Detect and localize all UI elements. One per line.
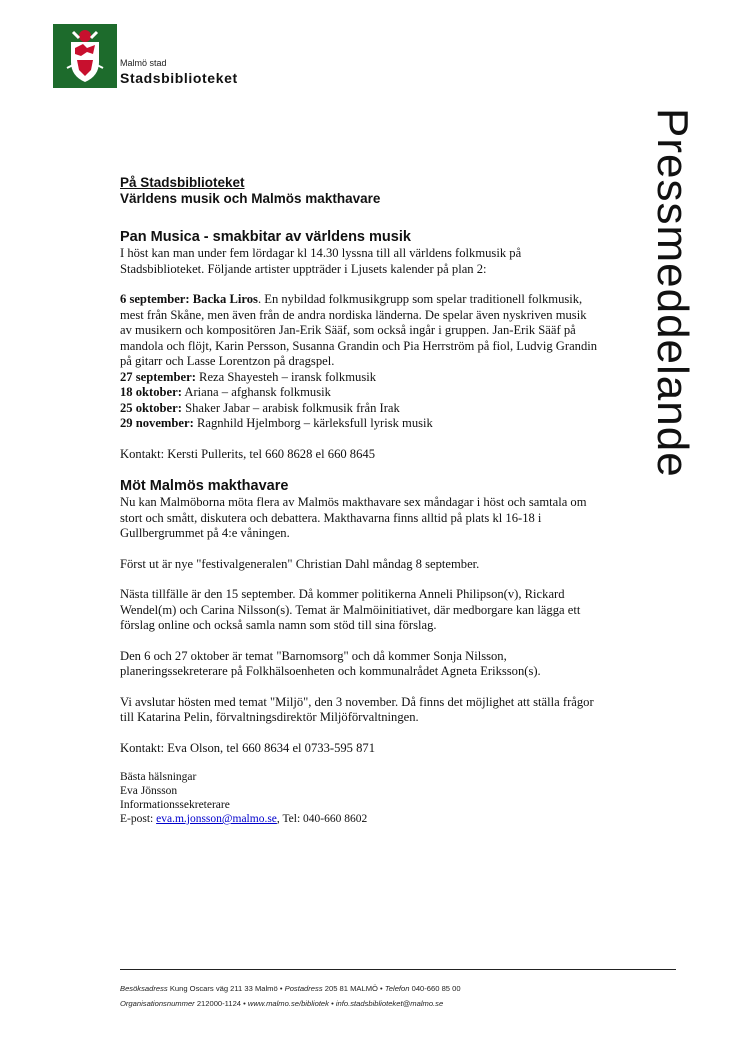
- pan-musica-heading: Pan Musica - smakbitar av världens musik: [120, 229, 411, 245]
- event-item: [120, 370, 600, 386]
- event-text: Reza Shayesteh – iransk folkmusik: [195, 369, 377, 384]
- malmo-stad-logo: [53, 24, 117, 88]
- signature-name: Eva Jönsson: [120, 785, 178, 797]
- document-body: [120, 175, 600, 826]
- footer-value: 205 81 MALMÖ: [322, 984, 381, 993]
- footer-separator: •: [380, 984, 383, 993]
- footer-line-1: [120, 984, 461, 993]
- footer-website[interactable]: www.malmo.se/bibliotek: [247, 999, 332, 1008]
- footer-value: Kung Oscars väg 211 33 Malmö: [167, 984, 280, 993]
- makthavare-paragraph: Nu kan Malmöborna möta flera av Malmös makthavare sex måndagar i höst och samtala om stort och smått, diskutera och debattera. Makthavarna finns alltid på plats kl 16-18 i Gullbergrummet på 4:e våningen.: [120, 495, 587, 540]
- event-date: 18 oktober:: [120, 385, 182, 399]
- first-event-artist: Backa Liros: [192, 292, 258, 306]
- event-text: Shaker Jabar – arabisk folkmusik från Irak: [181, 400, 400, 415]
- first-event-text: . En nybildad folkmusikgrupp som spelar traditionell folkmusik, mest från Skåne, men även från de andra nordiska länderna. De spelar även nyskriven musik av musikern och kompositören Jan-Erik Sääf, som också ingår i gruppen. Jan-Erik Sääf på mandola och flöjt, Karin Persson, Susanna Grandin och Pia Herrström på fiol, Ludvig Grandin på gitarr och Lasse Lorentzon på dragspel.: [120, 292, 598, 368]
- press-release-label: Pressmeddelande: [648, 108, 697, 478]
- footer-label: Postadress: [284, 984, 323, 993]
- footer-email[interactable]: info.stadsbiblioteket@malmo.se: [335, 999, 444, 1008]
- first-event-date: 6 september:: [120, 292, 190, 306]
- footer-divider: [120, 969, 676, 970]
- footer-separator: •: [279, 984, 283, 993]
- footer-separator: •: [331, 999, 334, 1008]
- event-item: [120, 401, 600, 417]
- pan-musica-intro: I höst kan man under fem lördagar kl 14.30 lyssna till all världens folkmusik på Stadsbiblioteket. Följande artister uppträder i Ljusets kalender på plan 2:: [120, 246, 522, 276]
- event-text: Ariana – afghansk folkmusik: [181, 385, 331, 399]
- event-text: Ragnhild Hjelmborg – kärleksfull lyrisk musik: [193, 416, 433, 430]
- signature-role: Informationssekreterare: [120, 799, 230, 811]
- pan-musica-contact: Kontakt: Kersti Pullerits, tel 660 8628 el 660 8645: [120, 446, 375, 461]
- email-label: E-post:: [120, 813, 157, 825]
- footer-value: 040-660 85 00: [409, 984, 461, 993]
- event-item: [120, 385, 600, 401]
- signature-block: [120, 770, 600, 826]
- press-release-label-wrapper: [641, 108, 701, 548]
- section-subtitle: Världens musik och Malmös makthavare: [120, 191, 381, 206]
- makthavare-paragraph: Nästa tillfälle är den 15 september. Då kommer politikerna Anneli Philipson(v), Rickard Wendel(m) och Carina Nilsson(s). Temat är Malmöinitiativet, där medborgare kan lägga ett förslag online och också samla namn som stöd till sina förslag.: [120, 587, 581, 632]
- event-date: 29 november:: [120, 416, 194, 430]
- makthavare-heading: Möt Malmös makthavare: [120, 478, 289, 494]
- makthavare-paragraph: Den 6 och 27 oktober är temat "Barnomsorg" och då kommer Sonja Nilsson, planeringssekreterare på Folkhälsoenheten och kommunalrådet Agneta Eriksson(s).: [120, 648, 541, 678]
- signature-phone: , Tel: 040-660 8602: [276, 813, 368, 825]
- makthavare-paragraph: Vi avslutar hösten med temat "Miljö", den 3 november. Då finns det möjlighet att ställa frågor till Katarina Pelin, förvaltningsdirektör Miljöförvaltningen.: [120, 694, 594, 724]
- first-event: [120, 292, 600, 370]
- makthavare-contact: Kontakt: Eva Olson, tel 660 8634 el 0733-595 871: [120, 740, 375, 755]
- org-name: Stadsbiblioteket: [120, 70, 238, 86]
- section-title: På Stadsbiblioteket: [120, 175, 245, 190]
- email-link[interactable]: eva.m.jonsson@malmo.se: [156, 813, 277, 825]
- makthavare-paragraph: Först ut är nye "festivalgeneralen" Christian Dahl måndag 8 september.: [120, 556, 480, 571]
- footer-label: Organisationsnummer: [120, 999, 195, 1008]
- footer-value: 212000-1124: [194, 999, 244, 1008]
- footer-label: Telefon: [384, 984, 410, 993]
- event-list: [120, 370, 600, 432]
- footer-label: Besöksadress: [120, 984, 168, 993]
- event-date: 27 september:: [120, 369, 196, 384]
- event-date: 25 oktober:: [120, 400, 182, 415]
- footer-separator: •: [243, 999, 246, 1008]
- signature-greeting: Bästa hälsningar: [120, 771, 197, 783]
- event-item: [120, 416, 600, 432]
- signature-contact: [120, 812, 600, 826]
- org-name-small: Malmö stad: [120, 58, 167, 68]
- footer-line-2: [120, 999, 443, 1008]
